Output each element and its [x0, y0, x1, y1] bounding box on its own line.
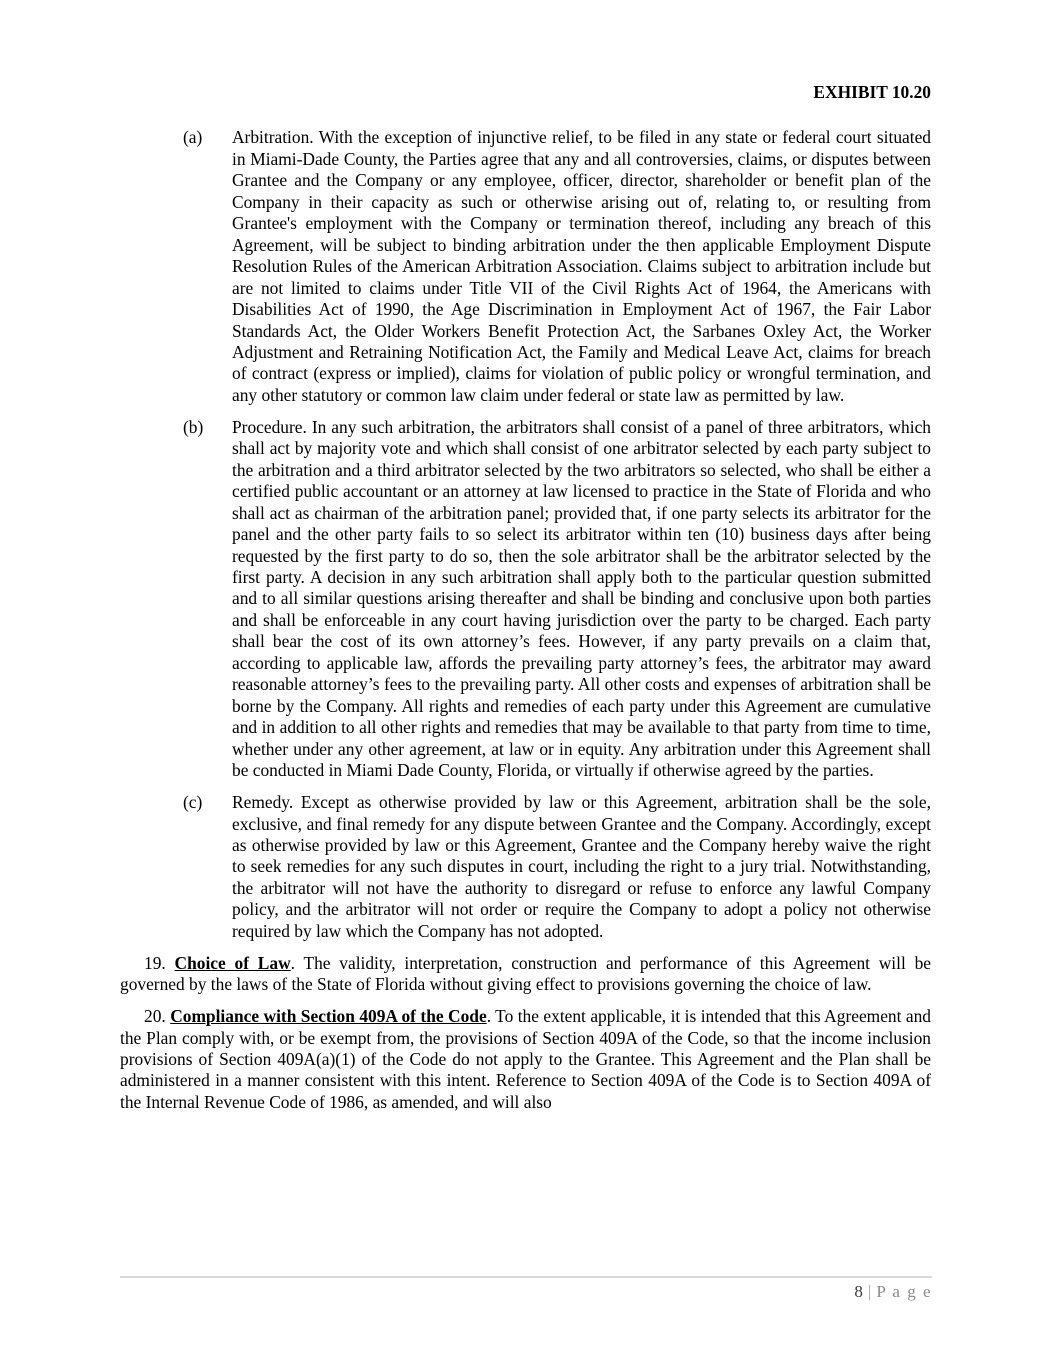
page-footer	[120, 1276, 932, 1302]
exhibit-header: EXHIBIT 10.20	[813, 82, 931, 102]
arbitration-clauses	[120, 127, 931, 942]
clause-b	[120, 417, 931, 782]
section-20-heading: Compliance with Section 409A of the Code	[170, 1006, 487, 1027]
clause-a-marker: (a)	[183, 127, 203, 148]
footer-page-indicator	[120, 1278, 932, 1302]
page-label: P a g e	[876, 1282, 932, 1301]
section-19-number: 19.	[144, 952, 175, 973]
section-20	[120, 1006, 931, 1113]
clause-b-text: Procedure. In any such arbitration, the arbitrators shall consist of a panel of three arbitrators, which shall act by majority vote and which shall consist of one arbitrator selected by each party subject to the arbitration and a third arbitrator selected by the two arbitrators so selected, who shall be either a certified public accountant or an attorney at law licensed to practice in the State of Florida and who shall act as chairman of the arbitration panel; provided that, if one party selects its arbitrator for the panel and the other party fails to so select its arbitrator within ten (10) business days after being requested by the first party to do so, then the sole arbitrator shall be the arbitrator selected by the first party. A decision in any such arbitration shall apply both to the particular question submitted and to all similar questions arising thereafter and shall be binding and conclusive upon both parties and shall be enforceable in any court having jurisdiction over the party to be charged. Each party shall bear the cost of its own attorney’s fees. However, if any party prevails on a claim that, according to applicable law, affords the prevailing party attorney’s fees, the arbitrator may award reasonable attorney’s fees to the prevailing party. All other costs and expenses of arbitration shall be borne by the Company. All rights and remedies of each party under this Agreement are cumulative and in addition to all other rights and remedies that may be available to that party from time to time, whether under any other agreement, at law or in equity. Any arbitration under this Agreement shall be conducted in Miami Dade County, Florida, or virtually if otherwise agreed by the parties.	[232, 416, 931, 781]
clause-c	[120, 792, 931, 942]
clause-a	[120, 127, 931, 406]
page-number: 8	[854, 1282, 863, 1301]
section-20-text: . To the extent applicable, it is intended that this Agreement and the Plan comply with, or be exempt from, the provisions of Section 409A of the Code, so that the income inclusion provisions of Section 409A(a)(1) of the Code do not apply to the Grantee. This Agreement and the Plan shall be administered in a manner consistent with this intent. Reference to Section 409A of the Code is to Section 409A of the Internal Revenue Code of 1986, as amended, and will also	[120, 1006, 931, 1112]
section-19	[120, 953, 931, 996]
clause-c-marker: (c)	[183, 792, 203, 813]
section-20-number: 20.	[144, 1006, 171, 1027]
clause-b-marker: (b)	[183, 416, 204, 437]
clause-a-text: Arbitration. With the exception of injunctive relief, to be filed in any state or federal court situated in Miami-Dade County, the Parties agree that any and all controversies, claims, or disputes between Grantee and the Company or any employee, officer, director, shareholder or benefit plan of the Company in their capacity as such or otherwise arising out of, relating to, or resulting from Grantee's employment with the Company or termination thereof, including any breach of this Agreement, will be subject to binding arbitration under the then applicable Employment Dispute Resolution Rules of the American Arbitration Association. Claims subject to arbitration include but are not limited to claims under Title VII of the Civil Rights Act of 1964, the Americans with Disabilities Act of 1990, the Age Discrimination in Employment Act of 1967, the Fair Labor Standards Act, the Older Workers Benefit Protection Act, the Sarbanes Oxley Act, the Worker Adjustment and Retraining Notification Act, the Family and Medical Leave Act, claims for breach of contract (express or implied), claims for violation of public policy or wrongful termination, and any other statutory or common law claim under federal or state law as permitted by law.	[232, 127, 931, 405]
section-19-text: . The validity, interpretation, construction and performance of this Agreement will be governed by the laws of the State of Florida without giving effect to provisions governing the choice of law.	[120, 952, 932, 995]
footer-separator: |	[867, 1282, 872, 1301]
section-19-heading: Choice of Law	[174, 952, 291, 973]
clause-c-text: Remedy. Except as otherwise provided by law or this Agreement, arbitration shall be the sole, exclusive, and final remedy for any dispute between Grantee and the Company. Accordingly, except as otherwise provided by law or this Agreement, Grantee and the Company hereby waive the right to seek remedies for any such disputes in court, including the right to a jury trial. Notwithstanding, the arbitrator will not have the authority to disregard or refuse to enforce any lawful Company policy, and the arbitrator will not order or require the Company to adopt a policy not otherwise required by law which the Company has not adopted.	[232, 792, 931, 941]
